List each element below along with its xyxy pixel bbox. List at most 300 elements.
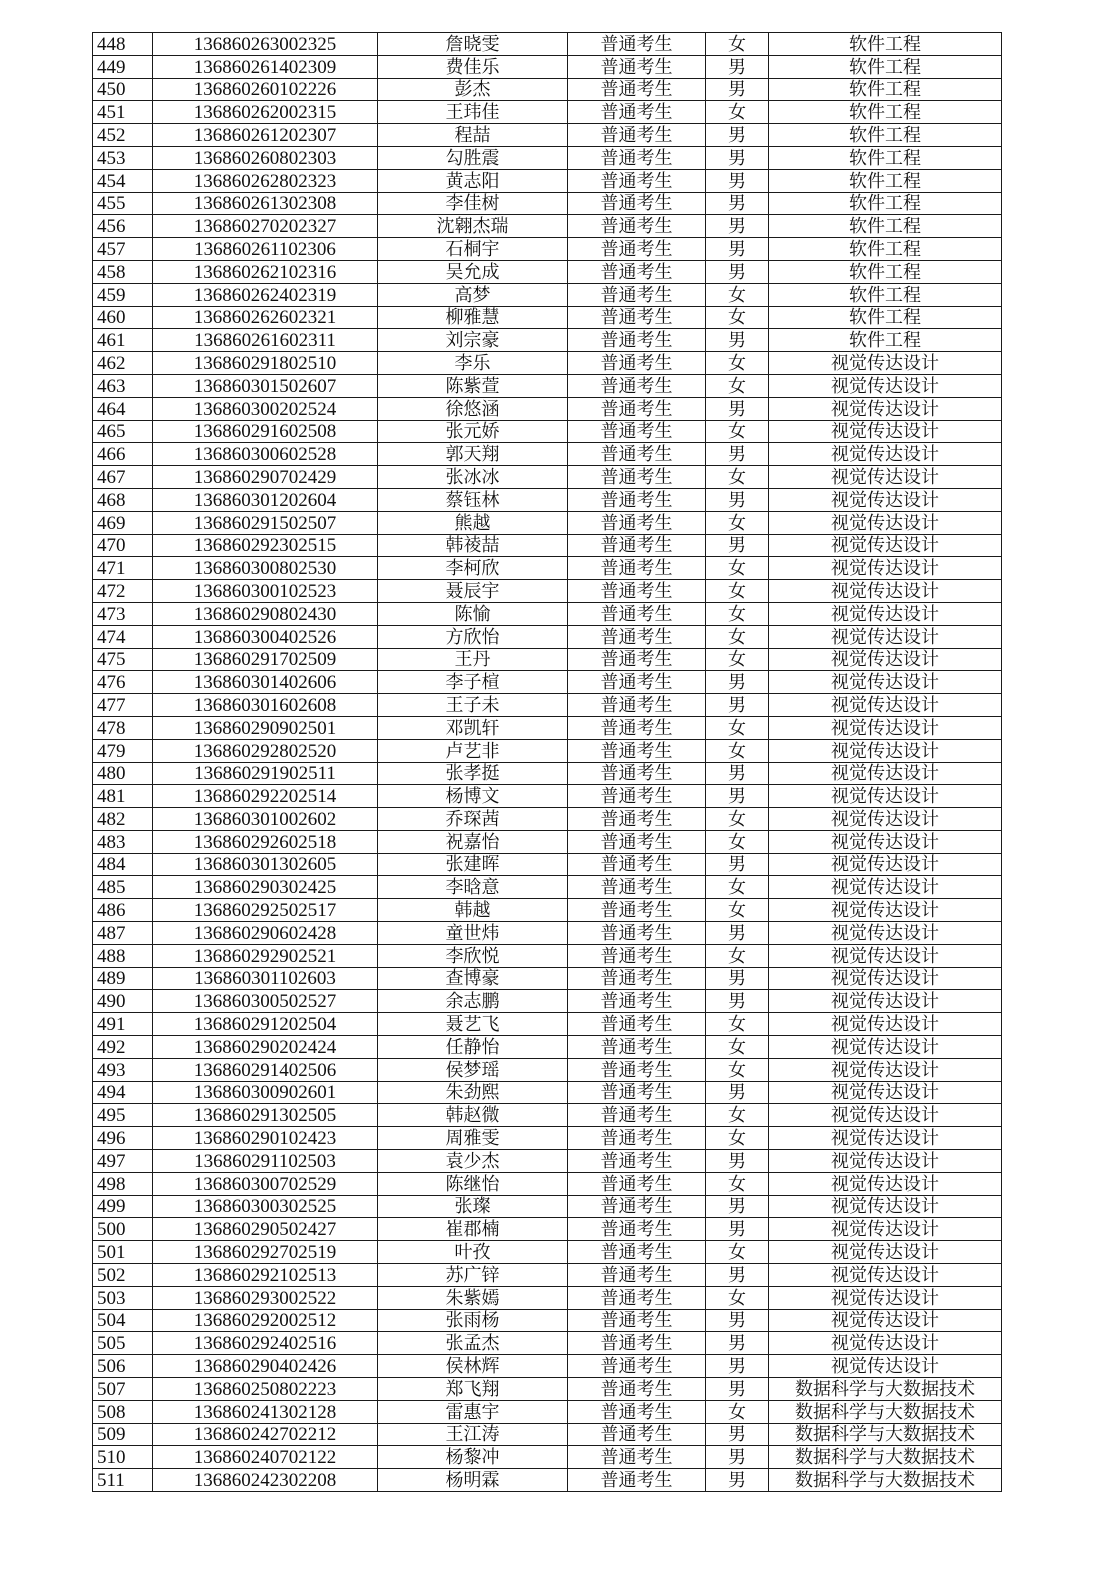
candidate-type-cell: 普通考生: [568, 1036, 706, 1059]
row-number-cell: 489: [93, 967, 153, 990]
student-name-cell: 杨黎冲: [378, 1446, 568, 1469]
table-row: [93, 78, 1002, 101]
row-number-cell: 460: [93, 306, 153, 329]
table-row: [93, 876, 1002, 899]
student-name-cell: 李欣悦: [378, 944, 568, 967]
major-cell: 视觉传达设计: [769, 739, 1002, 762]
table-row: [93, 648, 1002, 671]
table-row: [93, 1104, 1002, 1127]
candidate-type-cell: 普通考生: [568, 1104, 706, 1127]
gender-cell: 男: [706, 215, 769, 238]
table-row: [93, 260, 1002, 283]
candidate-type-cell: 普通考生: [568, 899, 706, 922]
gender-cell: 女: [706, 1127, 769, 1150]
exam-id-cell: 136860291902511: [153, 762, 378, 785]
candidate-type-cell: 普通考生: [568, 1332, 706, 1355]
student-name-cell: 李乐: [378, 352, 568, 375]
candidate-type-cell: 普通考生: [568, 78, 706, 101]
major-cell: 视觉传达设计: [769, 420, 1002, 443]
row-number-cell: 462: [93, 352, 153, 375]
student-name-cell: 叶孜: [378, 1241, 568, 1264]
candidate-type-cell: 普通考生: [568, 352, 706, 375]
student-name-cell: 李晗意: [378, 876, 568, 899]
exam-id-cell: 136860290402426: [153, 1355, 378, 1378]
gender-cell: 女: [706, 374, 769, 397]
candidate-type-cell: 普通考生: [568, 283, 706, 306]
row-number-cell: 503: [93, 1286, 153, 1309]
candidate-type-cell: 普通考生: [568, 511, 706, 534]
exam-id-cell: 136860300302525: [153, 1195, 378, 1218]
major-cell: 视觉传达设计: [769, 671, 1002, 694]
table-row: [93, 1241, 1002, 1264]
candidate-type-cell: 普通考生: [568, 1400, 706, 1423]
table-row: [93, 443, 1002, 466]
candidate-type-cell: 普通考生: [568, 420, 706, 443]
student-name-cell: 勾胜震: [378, 146, 568, 169]
row-number-cell: 501: [93, 1241, 153, 1264]
table-row: [93, 329, 1002, 352]
candidate-type-cell: 普通考生: [568, 124, 706, 147]
major-cell: 视觉传达设计: [769, 876, 1002, 899]
row-number-cell: 458: [93, 260, 153, 283]
table-row: [93, 1081, 1002, 1104]
student-name-cell: 余志鹏: [378, 990, 568, 1013]
gender-cell: 男: [706, 488, 769, 511]
candidate-type-cell: 普通考生: [568, 739, 706, 762]
gender-cell: 女: [706, 33, 769, 56]
candidate-type-cell: 普通考生: [568, 1423, 706, 1446]
exam-id-cell: 136860293002522: [153, 1286, 378, 1309]
candidate-type-cell: 普通考生: [568, 101, 706, 124]
major-cell: 软件工程: [769, 215, 1002, 238]
row-number-cell: 459: [93, 283, 153, 306]
candidate-type-cell: 普通考生: [568, 1058, 706, 1081]
table-row: [93, 192, 1002, 215]
candidate-type-cell: 普通考生: [568, 1355, 706, 1378]
row-number-cell: 476: [93, 671, 153, 694]
student-name-cell: 王子未: [378, 694, 568, 717]
gender-cell: 女: [706, 944, 769, 967]
student-name-cell: 石桐宇: [378, 238, 568, 261]
gender-cell: 男: [706, 443, 769, 466]
major-cell: 软件工程: [769, 238, 1002, 261]
major-cell: 软件工程: [769, 124, 1002, 147]
gender-cell: 女: [706, 716, 769, 739]
student-name-cell: 崔郡楠: [378, 1218, 568, 1241]
candidate-type-cell: 普通考生: [568, 443, 706, 466]
student-name-cell: 熊越: [378, 511, 568, 534]
row-number-cell: 472: [93, 580, 153, 603]
candidate-type-cell: 普通考生: [568, 1013, 706, 1036]
student-name-cell: 高梦: [378, 283, 568, 306]
row-number-cell: 481: [93, 785, 153, 808]
student-name-cell: 詹晓雯: [378, 33, 568, 56]
gender-cell: 女: [706, 830, 769, 853]
gender-cell: 男: [706, 534, 769, 557]
major-cell: 视觉传达设计: [769, 374, 1002, 397]
major-cell: 软件工程: [769, 283, 1002, 306]
major-cell: 视觉传达设计: [769, 648, 1002, 671]
candidate-type-cell: 普通考生: [568, 716, 706, 739]
table-row: [93, 1469, 1002, 1492]
major-cell: 视觉传达设计: [769, 1081, 1002, 1104]
row-number-cell: 487: [93, 922, 153, 945]
gender-cell: 男: [706, 1195, 769, 1218]
major-cell: 视觉传达设计: [769, 1355, 1002, 1378]
table-row: [93, 1150, 1002, 1173]
row-number-cell: 500: [93, 1218, 153, 1241]
exam-id-cell: 136860300602528: [153, 443, 378, 466]
major-cell: 软件工程: [769, 260, 1002, 283]
major-cell: 软件工程: [769, 55, 1002, 78]
gender-cell: 男: [706, 192, 769, 215]
table-row: [93, 283, 1002, 306]
row-number-cell: 467: [93, 466, 153, 489]
table-row: [93, 808, 1002, 831]
major-cell: 视觉传达设计: [769, 580, 1002, 603]
gender-cell: 男: [706, 260, 769, 283]
major-cell: 视觉传达设计: [769, 511, 1002, 534]
student-name-cell: 韩祾喆: [378, 534, 568, 557]
candidate-type-cell: 普通考生: [568, 944, 706, 967]
major-cell: 软件工程: [769, 169, 1002, 192]
exam-id-cell: 136860290702429: [153, 466, 378, 489]
major-cell: 软件工程: [769, 329, 1002, 352]
row-number-cell: 456: [93, 215, 153, 238]
candidate-type-cell: 普通考生: [568, 1264, 706, 1287]
student-name-cell: 侯林辉: [378, 1355, 568, 1378]
row-number-cell: 480: [93, 762, 153, 785]
major-cell: 视觉传达设计: [769, 967, 1002, 990]
major-cell: 软件工程: [769, 78, 1002, 101]
candidate-type-cell: 普通考生: [568, 306, 706, 329]
gender-cell: 女: [706, 1172, 769, 1195]
candidate-type-cell: 普通考生: [568, 488, 706, 511]
candidate-type-cell: 普通考生: [568, 146, 706, 169]
candidate-type-cell: 普通考生: [568, 238, 706, 261]
table-row: [93, 1013, 1002, 1036]
student-name-cell: 查博豪: [378, 967, 568, 990]
candidate-type-cell: 普通考生: [568, 671, 706, 694]
row-number-cell: 495: [93, 1104, 153, 1127]
student-name-cell: 郑飞翔: [378, 1378, 568, 1401]
row-number-cell: 453: [93, 146, 153, 169]
table-row: [93, 1423, 1002, 1446]
exam-id-cell: 136860290802430: [153, 602, 378, 625]
exam-id-cell: 136860242302208: [153, 1469, 378, 1492]
gender-cell: 男: [706, 78, 769, 101]
gender-cell: 男: [706, 1446, 769, 1469]
exam-id-cell: 136860290902501: [153, 716, 378, 739]
student-name-cell: 张孝挺: [378, 762, 568, 785]
student-name-cell: 陈紫萱: [378, 374, 568, 397]
gender-cell: 男: [706, 762, 769, 785]
table-row: [93, 990, 1002, 1013]
row-number-cell: 452: [93, 124, 153, 147]
major-cell: 视觉传达设计: [769, 808, 1002, 831]
major-cell: 视觉传达设计: [769, 1104, 1002, 1127]
candidate-type-cell: 普通考生: [568, 55, 706, 78]
gender-cell: 女: [706, 420, 769, 443]
exam-id-cell: 136860301602608: [153, 694, 378, 717]
exam-id-cell: 136860292102513: [153, 1264, 378, 1287]
gender-cell: 男: [706, 922, 769, 945]
gender-cell: 男: [706, 124, 769, 147]
table-row: [93, 1195, 1002, 1218]
major-cell: 视觉传达设计: [769, 1332, 1002, 1355]
exam-id-cell: 136860300502527: [153, 990, 378, 1013]
student-name-cell: 张元娇: [378, 420, 568, 443]
table-row: [93, 55, 1002, 78]
gender-cell: 女: [706, 739, 769, 762]
gender-cell: 男: [706, 990, 769, 1013]
exam-id-cell: 136860290302425: [153, 876, 378, 899]
major-cell: 视觉传达设计: [769, 1150, 1002, 1173]
major-cell: 数据科学与大数据技术: [769, 1469, 1002, 1492]
table-row: [93, 1332, 1002, 1355]
table-row: [93, 1309, 1002, 1332]
gender-cell: 女: [706, 101, 769, 124]
row-number-cell: 508: [93, 1400, 153, 1423]
row-number-cell: 457: [93, 238, 153, 261]
table-body: [93, 33, 1002, 1492]
exam-id-cell: 136860300902601: [153, 1081, 378, 1104]
exam-id-cell: 136860290202424: [153, 1036, 378, 1059]
major-cell: 视觉传达设计: [769, 1241, 1002, 1264]
row-number-cell: 465: [93, 420, 153, 443]
gender-cell: 男: [706, 55, 769, 78]
row-number-cell: 509: [93, 1423, 153, 1446]
student-name-cell: 张冰冰: [378, 466, 568, 489]
row-number-cell: 464: [93, 397, 153, 420]
major-cell: 视觉传达设计: [769, 785, 1002, 808]
major-cell: 视觉传达设计: [769, 1172, 1002, 1195]
table-row: [93, 899, 1002, 922]
table-row: [93, 671, 1002, 694]
gender-cell: 女: [706, 602, 769, 625]
row-number-cell: 488: [93, 944, 153, 967]
row-number-cell: 493: [93, 1058, 153, 1081]
table-row: [93, 922, 1002, 945]
major-cell: 软件工程: [769, 192, 1002, 215]
major-cell: 软件工程: [769, 33, 1002, 56]
candidate-type-cell: 普通考生: [568, 853, 706, 876]
student-name-cell: 周雅雯: [378, 1127, 568, 1150]
table-row: [93, 557, 1002, 580]
candidate-type-cell: 普通考生: [568, 1218, 706, 1241]
candidate-type-cell: 普通考生: [568, 1081, 706, 1104]
table-row: [93, 1218, 1002, 1241]
major-cell: 视觉传达设计: [769, 352, 1002, 375]
row-number-cell: 451: [93, 101, 153, 124]
student-name-cell: 王丹: [378, 648, 568, 671]
major-cell: 视觉传达设计: [769, 625, 1002, 648]
student-name-cell: 沈翱杰瑞: [378, 215, 568, 238]
student-name-cell: 张建晖: [378, 853, 568, 876]
student-name-cell: 程喆: [378, 124, 568, 147]
admission-list-table: [92, 32, 1002, 1492]
row-number-cell: 491: [93, 1013, 153, 1036]
major-cell: 视觉传达设计: [769, 1013, 1002, 1036]
student-name-cell: 雷惠宇: [378, 1400, 568, 1423]
student-name-cell: 卢艺非: [378, 739, 568, 762]
row-number-cell: 454: [93, 169, 153, 192]
gender-cell: 男: [706, 238, 769, 261]
candidate-type-cell: 普通考生: [568, 762, 706, 785]
row-number-cell: 483: [93, 830, 153, 853]
gender-cell: 男: [706, 1264, 769, 1287]
exam-id-cell: 136860262402319: [153, 283, 378, 306]
table-row: [93, 1127, 1002, 1150]
row-number-cell: 502: [93, 1264, 153, 1287]
major-cell: 软件工程: [769, 146, 1002, 169]
table-row: [93, 238, 1002, 261]
gender-cell: 男: [706, 967, 769, 990]
gender-cell: 男: [706, 1469, 769, 1492]
gender-cell: 男: [706, 785, 769, 808]
student-name-cell: 李佳树: [378, 192, 568, 215]
candidate-type-cell: 普通考生: [568, 215, 706, 238]
row-number-cell: 473: [93, 602, 153, 625]
candidate-type-cell: 普通考生: [568, 1286, 706, 1309]
row-number-cell: 470: [93, 534, 153, 557]
row-number-cell: 471: [93, 557, 153, 580]
exam-id-cell: 136860261402309: [153, 55, 378, 78]
candidate-type-cell: 普通考生: [568, 397, 706, 420]
table-row: [93, 215, 1002, 238]
candidate-type-cell: 普通考生: [568, 1446, 706, 1469]
row-number-cell: 475: [93, 648, 153, 671]
exam-id-cell: 136860300202524: [153, 397, 378, 420]
row-number-cell: 477: [93, 694, 153, 717]
exam-id-cell: 136860262002315: [153, 101, 378, 124]
row-number-cell: 485: [93, 876, 153, 899]
gender-cell: 男: [706, 694, 769, 717]
candidate-type-cell: 普通考生: [568, 808, 706, 831]
exam-id-cell: 136860292302515: [153, 534, 378, 557]
candidate-type-cell: 普通考生: [568, 648, 706, 671]
gender-cell: 男: [706, 1423, 769, 1446]
exam-id-cell: 136860300802530: [153, 557, 378, 580]
row-number-cell: 498: [93, 1172, 153, 1195]
row-number-cell: 455: [93, 192, 153, 215]
gender-cell: 女: [706, 1286, 769, 1309]
table-row: [93, 1264, 1002, 1287]
major-cell: 软件工程: [769, 306, 1002, 329]
row-number-cell: 505: [93, 1332, 153, 1355]
gender-cell: 女: [706, 648, 769, 671]
gender-cell: 女: [706, 876, 769, 899]
table-row: [93, 488, 1002, 511]
row-number-cell: 482: [93, 808, 153, 831]
gender-cell: 女: [706, 352, 769, 375]
exam-id-cell: 136860262802323: [153, 169, 378, 192]
table-row: [93, 694, 1002, 717]
candidate-type-cell: 普通考生: [568, 1150, 706, 1173]
student-name-cell: 王玮佳: [378, 101, 568, 124]
exam-id-cell: 136860291402506: [153, 1058, 378, 1081]
candidate-type-cell: 普通考生: [568, 534, 706, 557]
major-cell: 视觉传达设计: [769, 602, 1002, 625]
exam-id-cell: 136860301102603: [153, 967, 378, 990]
exam-id-cell: 136860262102316: [153, 260, 378, 283]
row-number-cell: 497: [93, 1150, 153, 1173]
student-name-cell: 任静怡: [378, 1036, 568, 1059]
student-name-cell: 杨博文: [378, 785, 568, 808]
row-number-cell: 484: [93, 853, 153, 876]
candidate-type-cell: 普通考生: [568, 557, 706, 580]
exam-id-cell: 136860242702212: [153, 1423, 378, 1446]
table-row: [93, 853, 1002, 876]
gender-cell: 男: [706, 146, 769, 169]
student-name-cell: 袁少杰: [378, 1150, 568, 1173]
exam-id-cell: 136860250802223: [153, 1378, 378, 1401]
exam-id-cell: 136860291502507: [153, 511, 378, 534]
row-number-cell: 469: [93, 511, 153, 534]
candidate-type-cell: 普通考生: [568, 922, 706, 945]
gender-cell: 男: [706, 1218, 769, 1241]
gender-cell: 男: [706, 1378, 769, 1401]
student-name-cell: 韩赵微: [378, 1104, 568, 1127]
student-name-cell: 郭天翔: [378, 443, 568, 466]
exam-id-cell: 136860292802520: [153, 739, 378, 762]
row-number-cell: 499: [93, 1195, 153, 1218]
table-row: [93, 785, 1002, 808]
exam-id-cell: 136860262602321: [153, 306, 378, 329]
row-number-cell: 478: [93, 716, 153, 739]
table-row: [93, 1058, 1002, 1081]
major-cell: 数据科学与大数据技术: [769, 1378, 1002, 1401]
table-row: [93, 830, 1002, 853]
exam-id-cell: 136860301502607: [153, 374, 378, 397]
candidate-type-cell: 普通考生: [568, 990, 706, 1013]
exam-id-cell: 136860300102523: [153, 580, 378, 603]
student-name-cell: 童世炜: [378, 922, 568, 945]
exam-id-cell: 136860290102423: [153, 1127, 378, 1150]
exam-id-cell: 136860300402526: [153, 625, 378, 648]
candidate-type-cell: 普通考生: [568, 466, 706, 489]
exam-id-cell: 136860261202307: [153, 124, 378, 147]
major-cell: 视觉传达设计: [769, 1058, 1002, 1081]
major-cell: 视觉传达设计: [769, 830, 1002, 853]
student-name-cell: 祝嘉怡: [378, 830, 568, 853]
exam-id-cell: 136860292502517: [153, 899, 378, 922]
row-number-cell: 474: [93, 625, 153, 648]
exam-id-cell: 136860290502427: [153, 1218, 378, 1241]
row-number-cell: 504: [93, 1309, 153, 1332]
student-name-cell: 李子楦: [378, 671, 568, 694]
gender-cell: 男: [706, 397, 769, 420]
row-number-cell: 486: [93, 899, 153, 922]
gender-cell: 女: [706, 1013, 769, 1036]
major-cell: 视觉传达设计: [769, 1127, 1002, 1150]
gender-cell: 男: [706, 169, 769, 192]
gender-cell: 女: [706, 306, 769, 329]
table-row: [93, 33, 1002, 56]
exam-id-cell: 136860270202327: [153, 215, 378, 238]
table-row: [93, 146, 1002, 169]
student-name-cell: 李柯欣: [378, 557, 568, 580]
row-number-cell: 479: [93, 739, 153, 762]
table-row: [93, 306, 1002, 329]
gender-cell: 女: [706, 580, 769, 603]
student-name-cell: 朱紫嫣: [378, 1286, 568, 1309]
candidate-type-cell: 普通考生: [568, 830, 706, 853]
candidate-type-cell: 普通考生: [568, 1309, 706, 1332]
student-name-cell: 聂辰宇: [378, 580, 568, 603]
table-row: [93, 625, 1002, 648]
gender-cell: 男: [706, 853, 769, 876]
